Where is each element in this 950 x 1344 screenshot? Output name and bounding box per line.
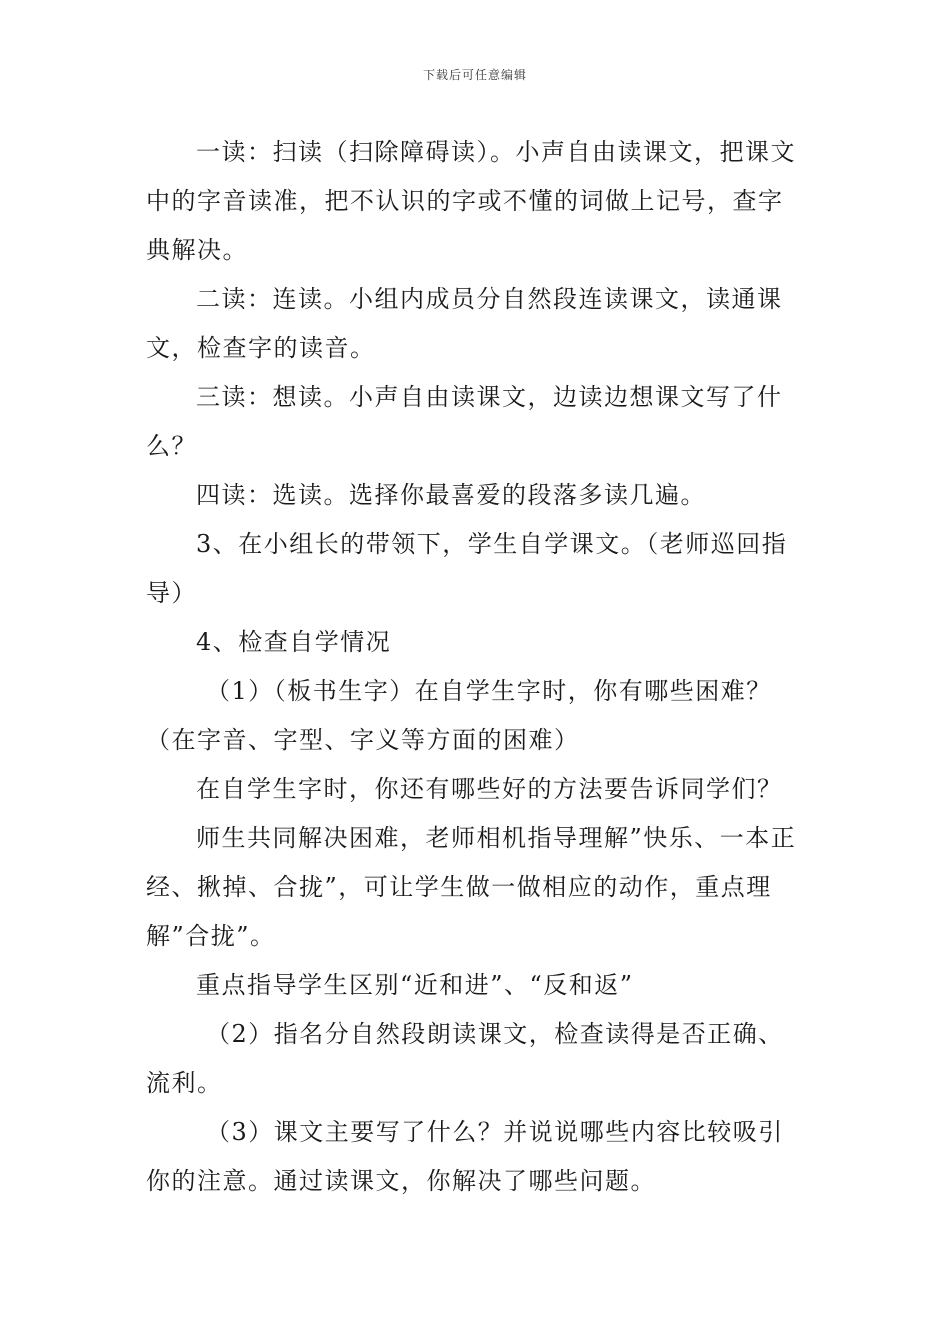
paragraph-3: 三读：想读。小声自由读课文，边读边想课文写了什么？	[146, 383, 783, 460]
page-header-note: 下载后可任意编辑	[422, 68, 527, 82]
paragraph-7: （1）（板书生字）在自学生字时，你有哪些困难？（在字音、字型、字义等方面的困难）	[146, 677, 772, 754]
paragraph-9: 师生共同解决困难，老师相机指导理解”快乐、一本正经、揪掉、合拢”，可让学生做一做相应的动作，重点理解”合拢”。	[146, 824, 797, 950]
paragraph-1: 一读：扫读（扫除障碍读）。小声自由读课文，把课文中的字音读准，把不认识的字或不懂的词做上记号，查字典解决。	[146, 138, 796, 264]
paragraph-12: （3）课文主要写了什么？并说说哪些内容比较吸引你的注意。通过读课文，你解决了哪些问题。	[146, 1118, 784, 1195]
paragraph-8: 在自学生字时，你还有哪些好的方法要告诉同学们？	[196, 775, 783, 803]
paragraph-5: 3、在小组长的带领下，学生自学课文。（老师巡回指导）	[146, 530, 788, 607]
paragraph-11: （2）指名分自然段朗读课文，检查读得是否正确、流利。	[146, 1020, 784, 1097]
paragraph-6: 4、检查自学情况	[196, 628, 392, 656]
paragraph-10: 重点指导学生区别“近和进”、“反和返”	[196, 971, 634, 999]
document-body	[146, 128, 806, 1206]
paragraph-4: 四读：选读。选择你最喜爱的段落多读几遍。	[196, 481, 706, 509]
paragraph-2: 二读：连读。小组内成员分自然段连读课文，读通课文，检查字的读音。	[146, 285, 783, 362]
